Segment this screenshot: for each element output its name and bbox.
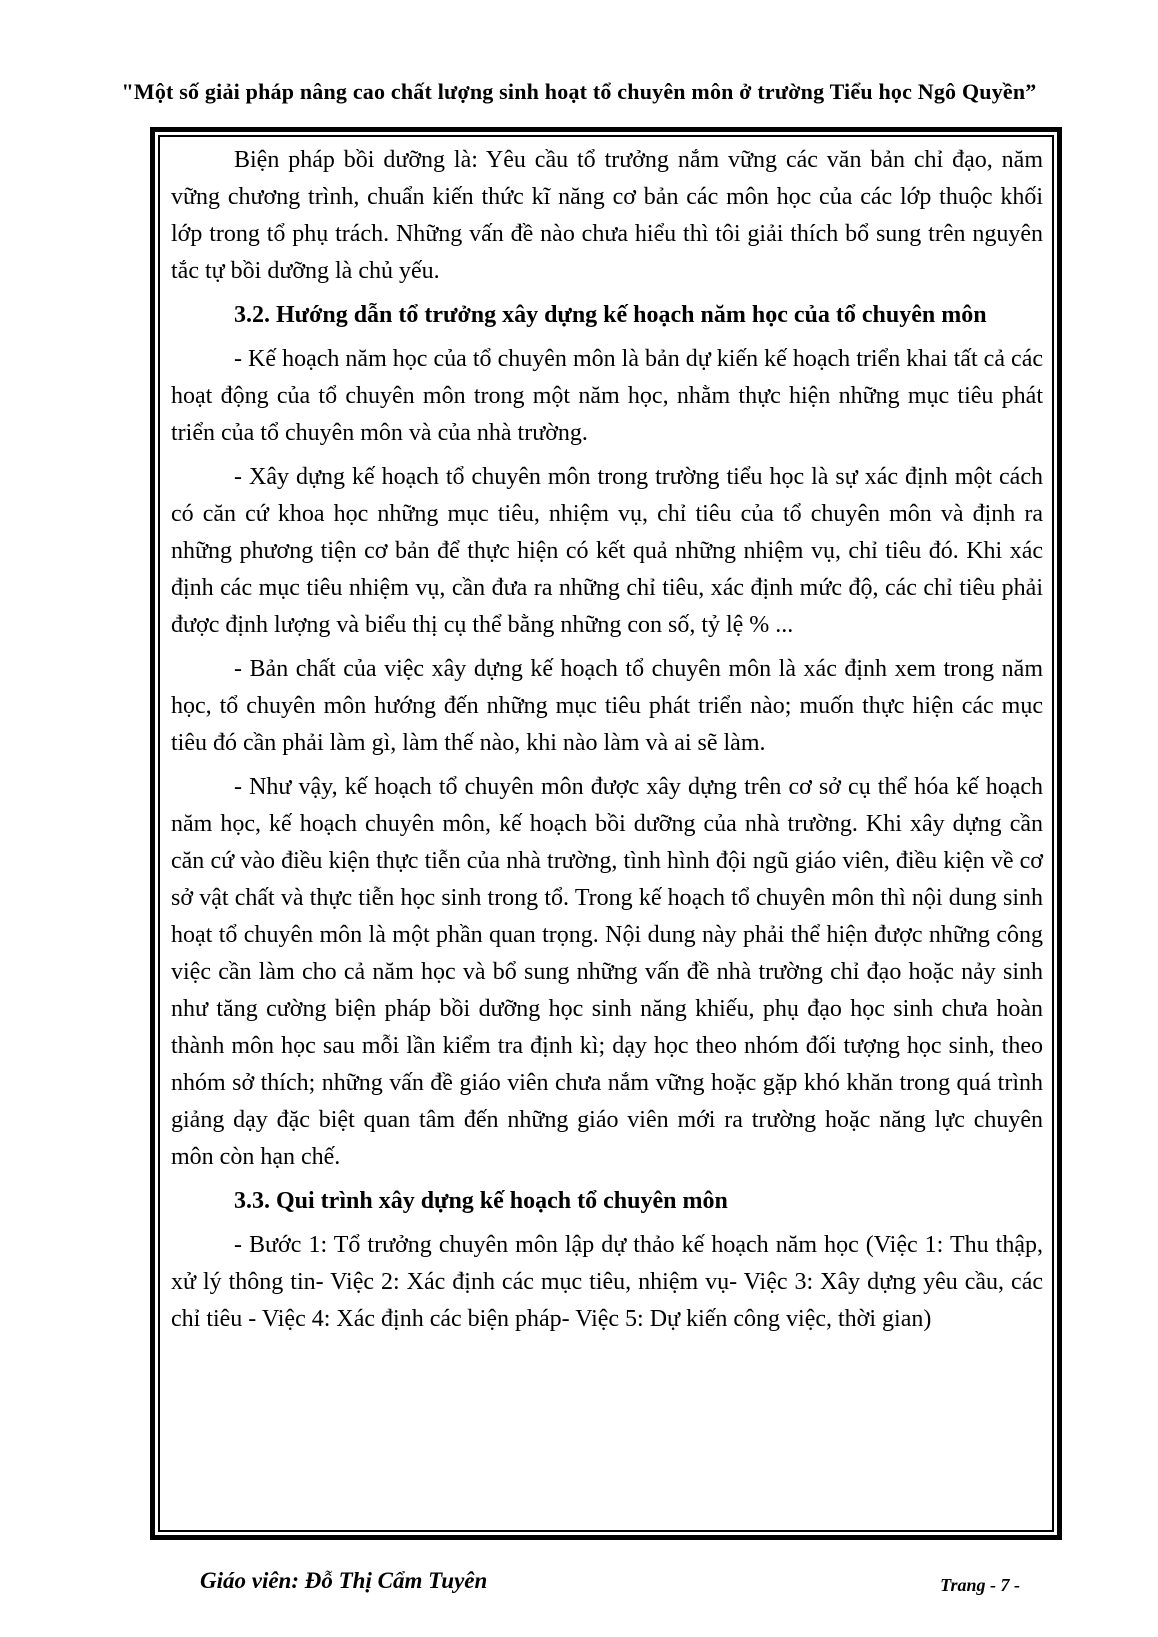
body-paragraph-bien-phap: Biện pháp bồi dưỡng là: Yêu cầu tổ trưởng nắm vững các văn bản chỉ đạo, năm vững chương trình, chuẩn kiến thức kĩ năng cơ bản các môn học của các lớp thuộc khối lớp trong tổ phụ trách. Những vấn đề nào chưa hiểu thì tôi giải thích bổ sung trên nguyên tắc tự bồi dưỡng là chủ yếu. (171, 147, 1043, 284)
section-heading-3-2: 3.2. Hướng dẫn tổ trưởng xây dựng kế hoạch năm học của tổ chuyên môn (234, 302, 987, 328)
footer-page-number: Trang - 7 - (940, 1575, 1020, 1595)
footer-author: Giáo viên: Đỗ Thị Cẩm Tuyên (200, 1568, 488, 1593)
section-heading-3-3: 3.3. Qui trình xây dựng kế hoạch tổ chuyên môn (234, 1188, 728, 1214)
body-paragraph-buoc-1: - Bước 1: Tổ trưởng chuyên môn lập dự thảo kế hoạch năm học (Việc 1: Thu thập, xử lý thông tin- Việc 2: Xác định các mục tiêu, nhiệm vụ- Việc 3: Xây dựng yêu cầu, các chỉ tiêu - Việc 4: Xác định các biện pháp- Việc 5: Dự kiến công việc, thời gian) (171, 1232, 1043, 1332)
body-paragraph-ban-chat: - Bản chất của việc xây dựng kế hoạch tổ chuyên môn là xác định xem trong năm học, tổ chuyên môn hướng đến những mục tiêu phát triển nào; muốn thực hiện các mục tiêu đó cần phải làm gì, làm thế nào, khi nào làm và ai sẽ làm. (171, 656, 1043, 756)
body-paragraph-xay-dung-ke-hoach: - Xây dựng kế hoạch tổ chuyên môn trong trường tiểu học là sự xác định một cách có căn cứ khoa học những mục tiêu, nhiệm vụ, chỉ tiêu của tổ chuyên môn và định ra những phương tiện cơ bản để thực hiện có kết quả những nhiệm vụ, chỉ tiêu đó. Khi xác định các mục tiêu nhiệm vụ, cần đưa ra những chỉ tiêu, xác định mức độ, các chỉ tiêu phải được định lượng và biểu thị cụ thể bằng những con số, tỷ lệ % ... (171, 464, 1043, 638)
content-box-inner (158, 135, 1054, 1532)
body-paragraph-ke-hoach-nam-hoc: - Kế hoạch năm học của tổ chuyên môn là bản dự kiến kế hoạch triển khai tất cả các hoạt động của tổ chuyên môn trong một năm học, nhằm thực hiện những mục tiêu phát triển của tổ chuyên môn và của nhà trường. (171, 346, 1043, 446)
bordered-content-box (150, 127, 1062, 1540)
running-header-title: "Một số giải pháp nâng cao chất lượng sinh hoạt tổ chuyên môn ở trường Tiểu học Ngô Quyền” (121, 79, 1037, 104)
body-paragraph-nhu-vay: - Như vậy, kế hoạch tổ chuyên môn được xây dựng trên cơ sở cụ thể hóa kế hoạch năm học, kế hoạch chuyên môn, kế hoạch bồi dưỡng của nhà trường. Khi xây dựng cần căn cứ vào điều kiện thực tiễn của nhà trường, tình hình đội ngũ giáo viên, điều kiện về cơ sở vật chất và thực tiễn học sinh trong tổ. Trong kế hoạch tổ chuyên môn thì nội dung sinh hoạt tổ chuyên môn là một phần quan trọng. Nội dung này phải thể hiện được những công việc cần làm cho cả năm học và bổ sung những vấn đề nhà trường chỉ đạo hoặc nảy sinh như tăng cường biện pháp bồi dưỡng học sinh năng khiếu, phụ đạo học sinh chưa hoàn thành môn học sau mỗi lần kiểm tra định kì; dạy học theo nhóm đối tượng học sinh, theo nhóm sở thích; những vấn đề giáo viên chưa nắm vững hoặc gặp khó khăn trong quá trình giảng dạy đặc biệt quan tâm đến những giáo viên mới ra trường hoặc năng lực chuyên môn còn hạn chế. (171, 774, 1043, 1170)
